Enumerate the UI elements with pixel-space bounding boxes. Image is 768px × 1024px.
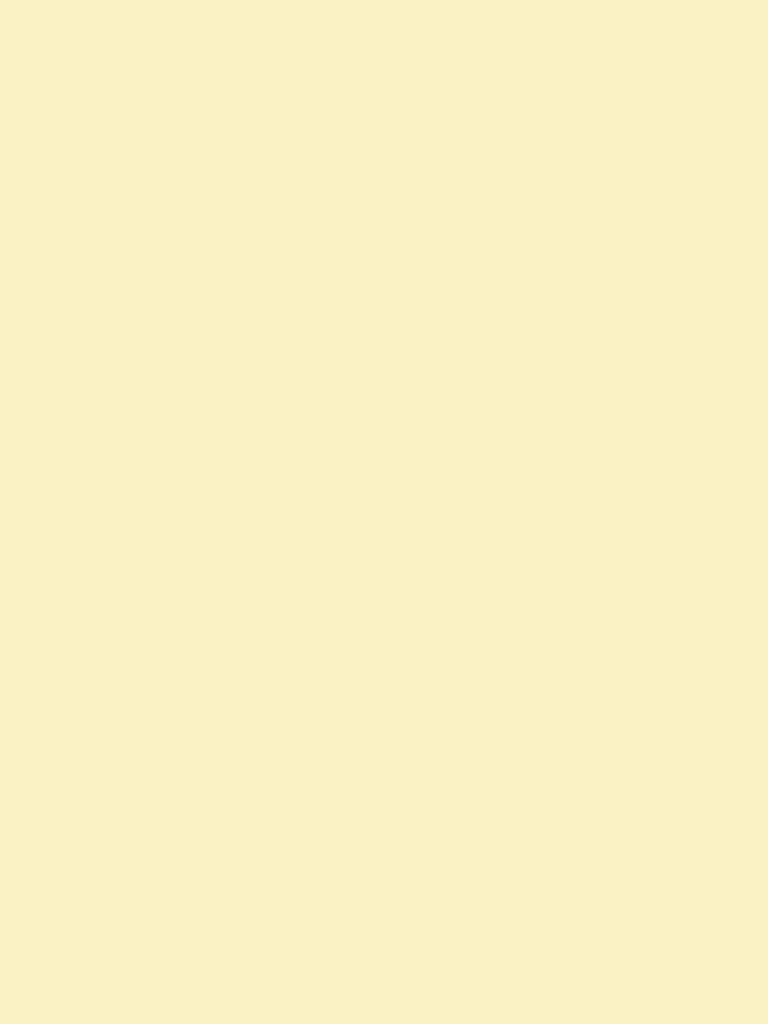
document-heading: [0, 316, 768, 342]
